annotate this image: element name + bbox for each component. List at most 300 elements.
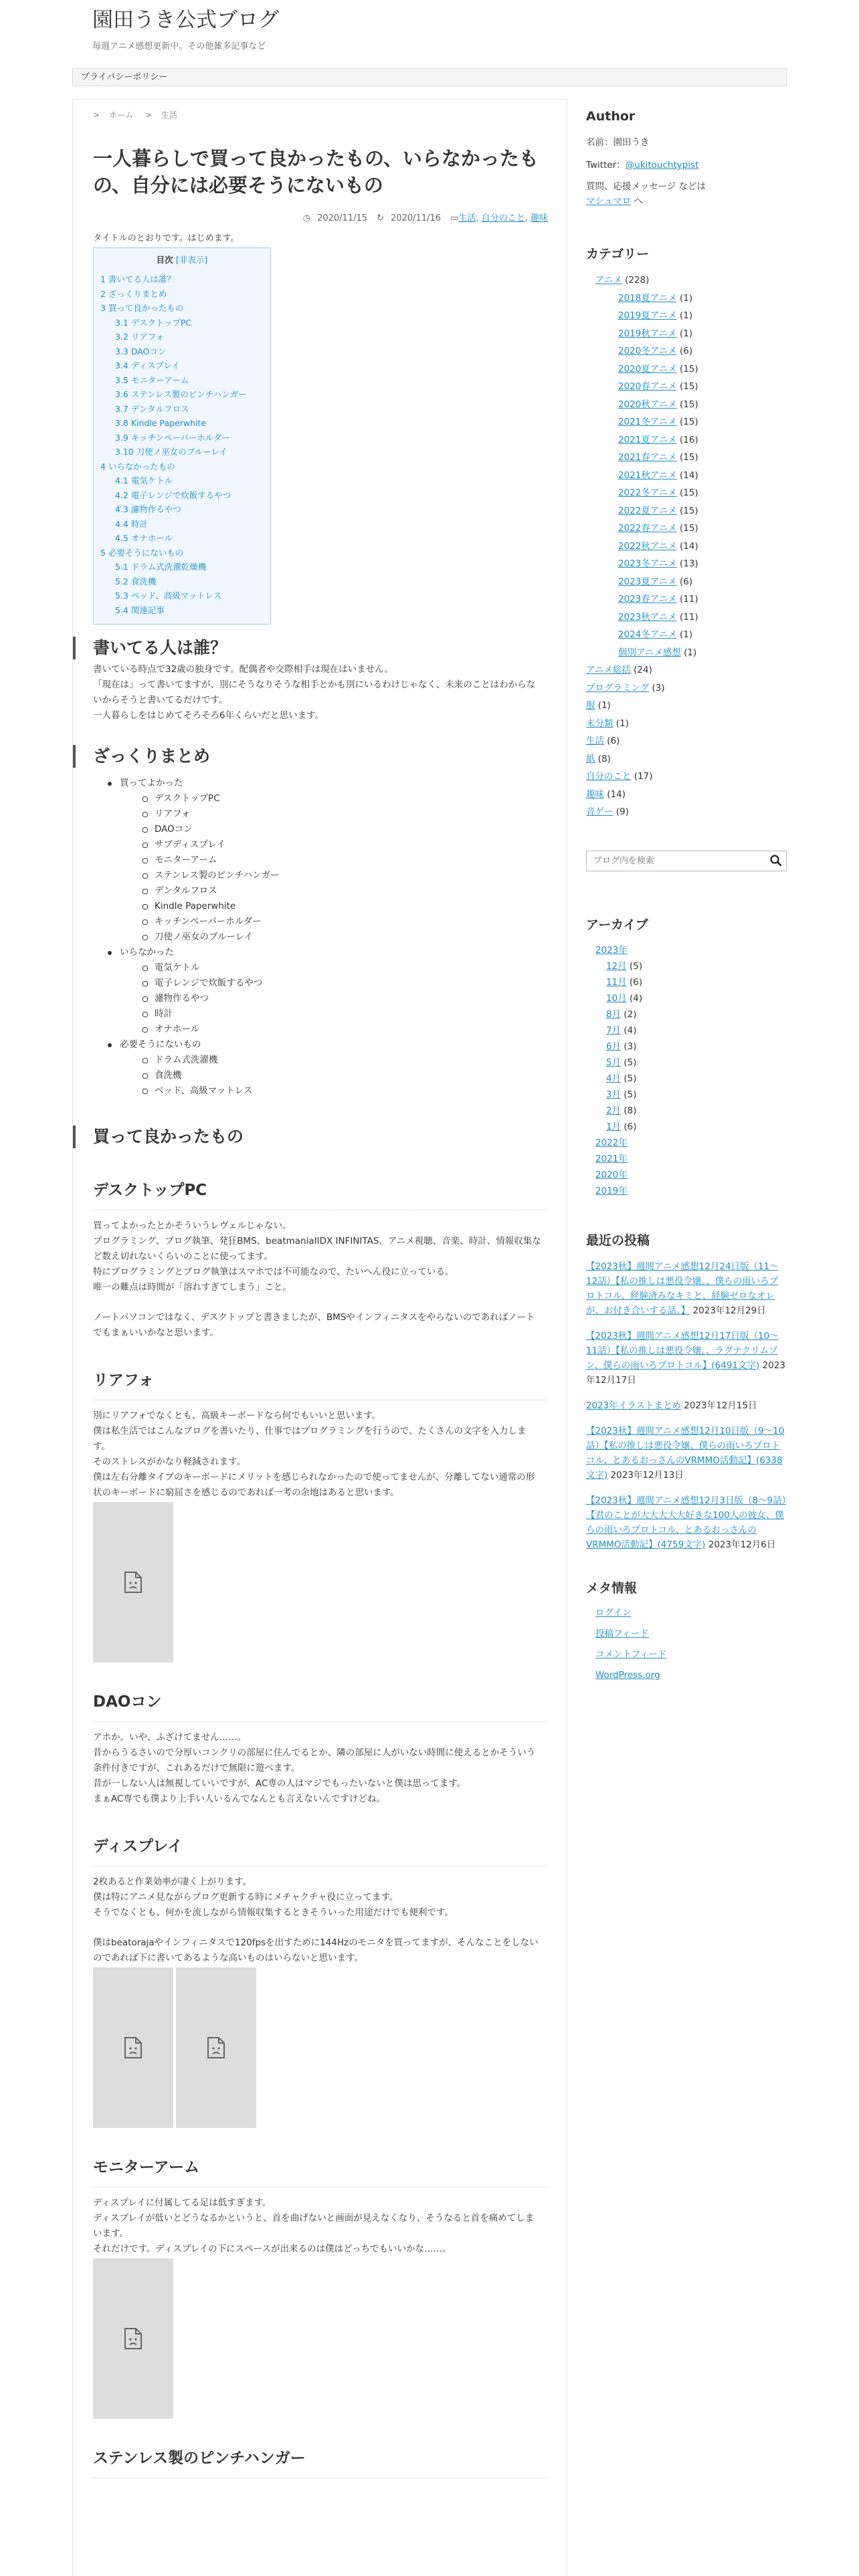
category-item (586, 715, 787, 733)
archive-item (586, 1119, 787, 1135)
category-item (586, 484, 787, 502)
toc-link[interactable]: 1 書いてる人は誰？ (100, 274, 175, 284)
toc-item (100, 445, 264, 459)
toc-link[interactable]: 2 ざっくりまとめ (100, 288, 167, 299)
toc-item (100, 502, 264, 517)
toc-item (100, 272, 264, 287)
toc-link[interactable]: 3.6 ステンレス製のピンチハンガー (115, 389, 247, 399)
site-header (92, 5, 761, 59)
category-item (586, 644, 787, 662)
toc-item (100, 316, 264, 330)
toc-link[interactable]: 3.2 リアフォ (115, 332, 165, 342)
clock-icon: ◷ (302, 213, 311, 223)
category-count: (15) (679, 363, 698, 374)
summary-item: 電子レンジで炊飯するやつ (93, 976, 548, 991)
category-count: (9) (615, 807, 629, 817)
summary-item: キッチンペーパーホルダー (93, 914, 548, 930)
archive-count: (8) (624, 1105, 637, 1116)
toc-link[interactable]: 5.3 ベッド、高級マットレス (115, 591, 222, 601)
toc-link[interactable]: 3.5 モニターアーム (115, 374, 189, 385)
category-link[interactable]: 紙 (586, 753, 595, 764)
summary-item: サブディスプレイ (93, 837, 548, 853)
toc-item (100, 574, 264, 589)
toc-item (100, 459, 264, 474)
category-link[interactable]: 2021秋アニメ (618, 469, 677, 481)
widget-title-author: Author (586, 109, 636, 124)
toc-item (100, 358, 264, 373)
category-link[interactable]: 2020夏アニメ (618, 363, 677, 374)
archive-item (586, 1103, 787, 1119)
category-count: (13) (679, 558, 698, 569)
post-category-link[interactable]: 生活 (458, 213, 476, 223)
category-item (586, 679, 787, 697)
toc-item (100, 588, 264, 603)
archive-count: (5) (624, 1057, 637, 1068)
post-category-link[interactable]: 自分のこと (481, 213, 525, 223)
paragraph-line: ディスプレイが低いとどうなるかというと、首を曲げないと画面が見えなくなり、そうなると首を痛めてしまいます。 (93, 2213, 535, 2239)
category-count: (15) (679, 505, 698, 516)
toc-item (100, 330, 264, 344)
recent-post-date: 2023年12月15日 (684, 1400, 757, 1411)
category-count: (15) (679, 381, 698, 392)
category-count: (11) (679, 611, 698, 623)
archive-item (586, 974, 787, 990)
archive-link[interactable]: 2021年 (595, 1153, 628, 1164)
subsection-heading-pc: デスクトップPC (93, 1179, 548, 1210)
category-link[interactable]: 2020秋アニメ (618, 399, 677, 410)
category-item (586, 768, 787, 786)
category-item (586, 732, 787, 750)
category-link[interactable]: アニメ総括 (586, 665, 631, 675)
post-category-link[interactable]: 趣味 (530, 213, 548, 223)
category-count: (8) (597, 753, 611, 764)
summary-group: 必要そうにないもの (93, 1037, 548, 1053)
toc-link[interactable]: 3.8 Kindle Paperwhite (115, 418, 207, 428)
category-link[interactable]: 2019秋アニメ (618, 328, 677, 339)
category-link[interactable]: 個別アニメ感想 (618, 647, 681, 658)
archive-link[interactable]: 12月 (606, 960, 627, 972)
recent-post-link[interactable]: 2023年イラストまとめ (586, 1400, 681, 1411)
category-link[interactable]: 2019夏アニメ (618, 310, 677, 321)
category-link[interactable]: 2023夏アニメ (618, 576, 677, 587)
summary-item: モニターアーム (93, 853, 548, 868)
meta-link[interactable]: コメントフィード (595, 1648, 667, 1660)
table-of-contents (93, 247, 271, 625)
category-count: (14) (607, 788, 626, 800)
subsection-heading-reafo: リアフォ (93, 1369, 548, 1400)
category-link[interactable]: 2022秋アニメ (618, 540, 677, 552)
category-count: (1) (679, 310, 693, 321)
nav-bar (72, 68, 787, 86)
summary-item: 食洗機 (93, 1068, 548, 1083)
archive-count: (4) (624, 1025, 637, 1036)
toc-item (100, 387, 264, 402)
toc-link[interactable]: 5 必要そうにないもの (100, 547, 184, 558)
breadcrumb-sep-icon: > (145, 110, 152, 120)
archive-link[interactable]: 2019年 (595, 1185, 628, 1196)
paragraph-line: ノートパソコンではなく、デスクトップと書きましたが、BMSやインフィニタスをやらないのであればノートでもまぁいいかなと思います。 (93, 1312, 535, 1338)
image-placeholder (93, 1967, 173, 2128)
category-link[interactable]: 趣味 (586, 788, 604, 800)
breadcrumb-category[interactable]: 生活 (161, 110, 177, 120)
category-count: (15) (679, 452, 698, 463)
toc-item (100, 560, 264, 574)
category-count: (11) (679, 594, 698, 605)
summary-item: 刀使ノ巫女のブルーレイ (93, 930, 548, 945)
summary-group: いらなかった (93, 945, 548, 960)
summary-item: ステンレス製のピンチハンガー (93, 868, 548, 883)
archive-link[interactable]: 5月 (606, 1057, 622, 1068)
archive-link[interactable]: 3月 (606, 1089, 622, 1100)
paragraph-line: 特にプログラミングとブログ執筆はスマホでは不可能なので、たいへん役に立っている。 (93, 1267, 454, 1277)
marshmallow-link[interactable]: マシュマロ (586, 196, 632, 207)
category-count: (15) (679, 399, 698, 410)
archive-count: (5) (624, 1073, 637, 1084)
archive-item (586, 1039, 787, 1055)
recent-post (586, 1493, 787, 1552)
category-link[interactable]: 2022夏アニメ (618, 505, 677, 516)
recent-post-date: 2023年12月13日 (610, 1469, 684, 1481)
archive-item (586, 1151, 787, 1167)
category-item (586, 538, 787, 556)
category-item (586, 342, 787, 360)
breadcrumb-home[interactable]: ホーム (109, 110, 134, 120)
summary-list (93, 776, 548, 1099)
toc-link[interactable]: 3 買って良かったもの (100, 303, 184, 313)
archive-count: (2) (624, 1008, 637, 1020)
category-link[interactable]: 自分のこと (586, 771, 632, 782)
paragraph-line: 僕は私生活ではこんなブログを書いたり、仕事ではプログラミングを行うので、たくさんの文字を入力します。 (93, 1426, 527, 1452)
toc-link[interactable]: 3.4 ディスプレイ (115, 360, 180, 370)
category-item (586, 431, 787, 449)
post-title: 一人暮らしで買って良かったもの、いらなかったもの、自分には必要そうにないもの (93, 147, 539, 197)
toc-item (100, 402, 264, 417)
category-item (586, 750, 787, 768)
summary-item: オナホール (93, 1022, 548, 1037)
widget-title-categories: カテゴリー (586, 247, 650, 261)
category-list (586, 272, 787, 821)
category-link[interactable]: 音ゲー (586, 807, 613, 817)
summary-item: 濾物作るやつ (93, 991, 548, 1006)
paragraph-line: プログラミング、ブログ執筆、発狂BMS、beatmaniaIIDX INFINITAS、アニメ視聴、音楽、時計、情報収集など数え切れないくらいのことに使ってます。 (93, 1236, 541, 1262)
paragraph-line: 「現在は」って書いてますが、別にそうなりそうな相手とかも別にいるわけじゃなく、未来のことはわからないからそうと書いてるだけです。 (93, 679, 536, 706)
archive-link[interactable]: 7月 (606, 1025, 622, 1036)
author-widget (586, 134, 787, 209)
main-content (72, 99, 567, 2576)
category-item (586, 609, 787, 627)
widget-title-archive: アーカイブ (586, 917, 648, 932)
toc-link[interactable]: 4 いらなかったもの (100, 461, 175, 471)
category-item (586, 413, 787, 431)
toc-link[interactable]: 3.3 DAOコン (115, 346, 167, 356)
archive-item (586, 1071, 787, 1087)
archive-link[interactable]: 6月 (606, 1041, 622, 1052)
category-count: (15) (679, 488, 698, 498)
meta-link[interactable]: 投稿フィード (595, 1628, 649, 1639)
category-count: (228) (625, 275, 650, 286)
summary-group: 買ってよかった (93, 776, 548, 791)
summary-item: 電気ケトル (93, 960, 548, 976)
recent-post (586, 1259, 787, 1318)
category-item (586, 626, 787, 644)
summary-item: ベッド、高級マットレス (93, 1083, 548, 1099)
broken-image-icon (124, 1571, 142, 1594)
recent-post-link[interactable]: 【2023秋】週間アニメ感想12月10日版（9〜10話）【私の推しは悪役令嬢、僕らの雨いろプロトコル、とあるおっさんのVRMMO活動記】(6338文字) (586, 1425, 785, 1481)
category-item (586, 697, 787, 715)
summary-item: ドラム式洗濯機 (93, 1053, 548, 1068)
toc-link[interactable]: 4.1 電気ケトル (115, 475, 173, 486)
archive-link[interactable]: 1月 (606, 1121, 622, 1132)
meta-link[interactable]: ログイン (595, 1607, 632, 1618)
breadcrumb (93, 109, 548, 124)
image-placeholder (93, 2258, 173, 2419)
toc-item (100, 344, 264, 359)
toc-item (100, 488, 264, 503)
category-count: (16) (679, 434, 698, 445)
category-count: (15) (679, 523, 698, 534)
search-input[interactable] (587, 851, 761, 871)
archive-item (586, 990, 787, 1006)
toc-item (100, 301, 264, 316)
category-link[interactable]: 服 (586, 700, 595, 711)
section-heading-summary: ざっくりまとめ (73, 745, 548, 768)
twitter-link[interactable]: @ukitouchtypist (625, 160, 699, 171)
toc-item (100, 546, 264, 560)
toc-item (100, 531, 264, 546)
category-link[interactable]: 未分類 (586, 718, 613, 729)
paragraph-line: そのストレスがかなり軽減されます。 (93, 1457, 246, 1467)
site-description: 毎週アニメ感想更新中。その他雑多記事など (92, 41, 266, 51)
category-item (586, 449, 787, 467)
category-item (586, 591, 787, 609)
archive-item (586, 1055, 787, 1071)
toc-link[interactable]: 3.9 キッチンペーパーホルダー (115, 432, 230, 443)
paragraph-line: まぁAC専でも僕より上手い人いるんでなんとも言えないんですけどね。 (93, 1794, 385, 1804)
paragraph-line: 僕は特にアニメ見ながらブログ更新する時にメチャクチャ役に立ってます。 (93, 1892, 399, 1903)
toc-item (100, 473, 264, 488)
archive-item (586, 942, 787, 958)
archive-link[interactable]: 2022年 (595, 1137, 628, 1148)
toc-title: 目次 (156, 255, 173, 265)
category-item (586, 520, 787, 538)
archive-count: (5) (629, 960, 643, 972)
sidebar (586, 107, 787, 1686)
folder-icon: ▭ (450, 213, 459, 223)
recent-post (586, 1398, 787, 1413)
paragraph-line: それだけです。ディスプレイの下にスペースが出来るのは僕はどっちでもいいかな……。 (93, 2244, 452, 2254)
toc-item (100, 373, 264, 388)
category-item (586, 378, 787, 396)
section-heading-good: 買って良かったもの (73, 1125, 548, 1148)
category-link[interactable]: 2021春アニメ (618, 452, 677, 463)
category-link[interactable]: 2023冬アニメ (618, 558, 677, 569)
category-item (586, 502, 787, 520)
search-icon[interactable] (770, 855, 782, 867)
subsection-heading-display: ディスプレイ (93, 1835, 548, 1866)
category-link[interactable]: アニメ (595, 275, 622, 286)
archive-item (586, 1167, 787, 1183)
category-link[interactable]: 生活 (586, 736, 604, 746)
toc-link[interactable]: 4.4 時計 (115, 518, 148, 529)
summary-item: リアフォ (93, 807, 548, 822)
breadcrumb-sep-icon: > (93, 110, 100, 120)
archive-link[interactable]: 2020年 (595, 1169, 628, 1180)
summary-item: デスクトップPC (93, 791, 548, 807)
category-item (586, 325, 787, 343)
archive-item (586, 1087, 787, 1103)
category-link[interactable]: 2020冬アニメ (618, 346, 677, 356)
archive-item (586, 1183, 787, 1199)
toc-link[interactable]: 3.10 刀使ノ巫女のブルーレイ (115, 447, 227, 457)
subsection-heading-hanger: ステンレス製のピンチハンガー (93, 2447, 548, 2478)
toc-link[interactable]: 4.5 オナホール (115, 533, 173, 543)
recent-post-date: 2023年12月29日 (692, 1305, 766, 1316)
paragraph-line: 書いている時点で32歳の独身です。配偶者や交際相手は現在はいません。 (93, 664, 393, 675)
meta-item (586, 1624, 787, 1644)
broken-image-icon (124, 2327, 142, 2350)
image-placeholder (176, 1967, 256, 2128)
category-link[interactable]: 2024冬アニメ (618, 629, 677, 640)
category-item (586, 360, 787, 379)
archive-count: (5) (624, 1089, 637, 1100)
paragraph-line: 2枚あると作業効率が凄く上がります。 (93, 1876, 252, 1887)
category-count: (17) (634, 771, 653, 782)
widget-title-meta: メタ情報 (586, 1580, 638, 1596)
toc-link[interactable]: 5.1 ドラム式洗濯乾燥機 (115, 562, 207, 572)
toc-link[interactable]: 4.3 濾物作るやつ (115, 504, 181, 514)
meta-item (586, 1603, 787, 1624)
recent-post-link[interactable]: 【2023秋】週間アニメ感想12月17日版（10〜11話）【私の推しは悪役令嬢。、ラグナクリムゾン、僕らの雨いろプロトコル】(6491文字) (586, 1330, 779, 1371)
category-count: (14) (679, 540, 698, 552)
archive-link[interactable]: 4月 (606, 1073, 622, 1084)
widget-title-recent: 最近の投稿 (586, 1232, 650, 1248)
recent-post (586, 1329, 787, 1388)
paragraph-line: 唯一の難点は時間が「溶れすぎてしまう」こと。 (93, 1282, 292, 1293)
recent-post (586, 1424, 787, 1483)
archive-item (586, 958, 787, 974)
paragraph-line: 昔が一しない人は無視していいですが、AC専の人はマジでもったいないと僕は思ってます。 (93, 1778, 466, 1789)
category-item (586, 555, 787, 573)
recent-posts-list (586, 1259, 787, 1552)
nav-privacy-policy[interactable]: プライバシーポリシー (81, 72, 168, 82)
twitter-label: Twitter： (586, 160, 626, 171)
toc-link[interactable]: 4.2 電子レンジで炊飯するやつ (115, 490, 231, 500)
toc-link[interactable]: 5.2 食洗機 (115, 576, 157, 586)
paragraph-line: そうでなくとも、何かを流しながら情報収集するときそういった用途だけでも便利です。 (93, 1907, 454, 1918)
meta-list (586, 1603, 787, 1686)
paragraph-line: 昔からうるさいので分厚いコンクリの部屋に住んでるとか、隣の部屋に人がいない時間に使えるとかそういう条件付きですが、これあるだけで無限に遊べます。 (93, 1747, 536, 1774)
subsection-heading-arm: モニターアーム (93, 2156, 548, 2187)
category-link[interactable]: 2023秋アニメ (618, 611, 677, 623)
paragraph-line: 僕はbeatorajaやインフィニタスで120fpsを出すために144Hzのモニタを買ってますが、そんなことをしないのであれば下に書いてあるような高いものはいらないと思います。 (93, 1937, 539, 1963)
broken-image-icon (207, 2036, 225, 2059)
category-link[interactable]: 2021冬アニメ (618, 417, 677, 427)
meta-link[interactable]: WordPress.org (595, 1669, 660, 1681)
meta-item (586, 1644, 787, 1665)
archive-count: (4) (629, 992, 643, 1004)
toc-link[interactable]: 3.7 デンタルフロス (115, 403, 189, 414)
toc-item (100, 287, 264, 302)
paragraph-line: 買ってよかったとかそういうレヴェルじゃない。 (93, 1220, 292, 1231)
category-link[interactable]: プログラミング (586, 682, 650, 693)
broken-image-icon (124, 2036, 142, 2059)
category-item (586, 661, 787, 679)
published-date: 2020/11/15 (317, 213, 367, 223)
category-link[interactable]: 2018夏アニメ (618, 292, 677, 304)
archive-link[interactable]: 2月 (606, 1105, 622, 1116)
message-suffix: へ (631, 196, 644, 207)
search-form (586, 851, 787, 871)
archive-count: (6) (629, 976, 643, 988)
category-item (586, 307, 787, 325)
archive-link[interactable]: 2023年 (595, 944, 628, 956)
category-item (586, 290, 787, 308)
category-item (586, 272, 787, 290)
category-item (586, 396, 787, 414)
update-icon: ↻ (377, 213, 385, 223)
subsection-heading-dao: DAOコン (93, 1691, 548, 1722)
category-count: (1) (597, 700, 611, 711)
category-count: (1) (615, 718, 629, 729)
category-link[interactable]: 2020春アニメ (618, 381, 677, 392)
category-count: (1) (679, 629, 693, 640)
category-link[interactable]: 2022春アニメ (618, 523, 677, 534)
toc-link[interactable]: 3.1 デスクトップPC (115, 317, 192, 328)
toc-item (100, 431, 264, 445)
image-placeholder (93, 1502, 173, 1662)
summary-item: DAOコン (93, 822, 548, 837)
archive-link[interactable]: 11月 (606, 976, 627, 988)
category-count: (1) (679, 292, 693, 304)
summary-item: デンタルフロス (93, 883, 548, 899)
toc-item (100, 517, 264, 532)
archive-link[interactable]: 10月 (606, 992, 627, 1004)
category-count: (1) (679, 328, 693, 339)
archive-item (586, 1135, 787, 1151)
summary-item: 時計 (93, 1006, 548, 1022)
paragraph-line: ディスプレイに付属してる足は低すぎます。 (93, 2197, 272, 2208)
archive-list (586, 942, 787, 1199)
category-link[interactable]: 2021夏アニメ (618, 434, 677, 445)
recent-post-date: 2023年12月6日 (708, 1539, 776, 1550)
section-heading-who: 書いてる人は誰？ (73, 637, 548, 659)
paragraph-line: 一人暮らしをはじめてそろそろ6年くらいだと思います。 (93, 710, 324, 721)
toc-item (100, 416, 264, 431)
paragraph-line: 別にリアフォでなくとも、高級キーボードなら何でもいいと思います。 (93, 1410, 381, 1421)
recent-post-link[interactable]: 【2023秋】週間アニメ感想12月24日版（11〜12話）【私の推しは悪役令嬢。、僕らの雨いろプロトコル、経験済みなキミと、経験ゼロなオレが、お付き合いする話。】 (586, 1261, 779, 1316)
paragraph-line: 僕は左右分離タイプのキーボードにメリットを感じられなかったので使ってませんが、分離してない通常の形状のキーボードに窮屈さを感じるのであれば一考の余地はあると思います。 (93, 1472, 535, 1498)
toc-link[interactable]: 5.4 関連記事 (115, 605, 165, 615)
site-title[interactable]: 園田うき公式ブログ (92, 8, 279, 32)
paragraph-line: アホか。いや、ふざけてません……。 (93, 1732, 247, 1743)
recent-post-date: 2023年12月17日 (586, 1360, 785, 1386)
category-count: (3) (652, 682, 665, 693)
category-item (586, 467, 787, 485)
category-count: (14) (679, 469, 698, 481)
toc-toggle[interactable]: [非表示] (176, 255, 208, 265)
category-link[interactable]: 2023春アニメ (618, 594, 677, 605)
archive-count: (6) (624, 1121, 637, 1132)
category-count: (6) (679, 576, 693, 587)
category-item (586, 803, 787, 821)
category-count: (15) (679, 417, 698, 427)
category-link[interactable]: 2022冬アニメ (618, 488, 677, 498)
updated-date: 2020/11/16 (391, 213, 441, 223)
archive-link[interactable]: 8月 (606, 1008, 622, 1020)
summary-item: Kindle Paperwhite (93, 899, 548, 914)
archive-item (586, 1023, 787, 1039)
recent-post-link[interactable]: 【2023秋】週間アニメ感想12月3日版（8〜9話）【君のことが大大大大大好きな100人の彼女、僕らの雨いろプロトコル、とあるおっさんのVRMMO活動記】(4759文字) (586, 1495, 787, 1550)
